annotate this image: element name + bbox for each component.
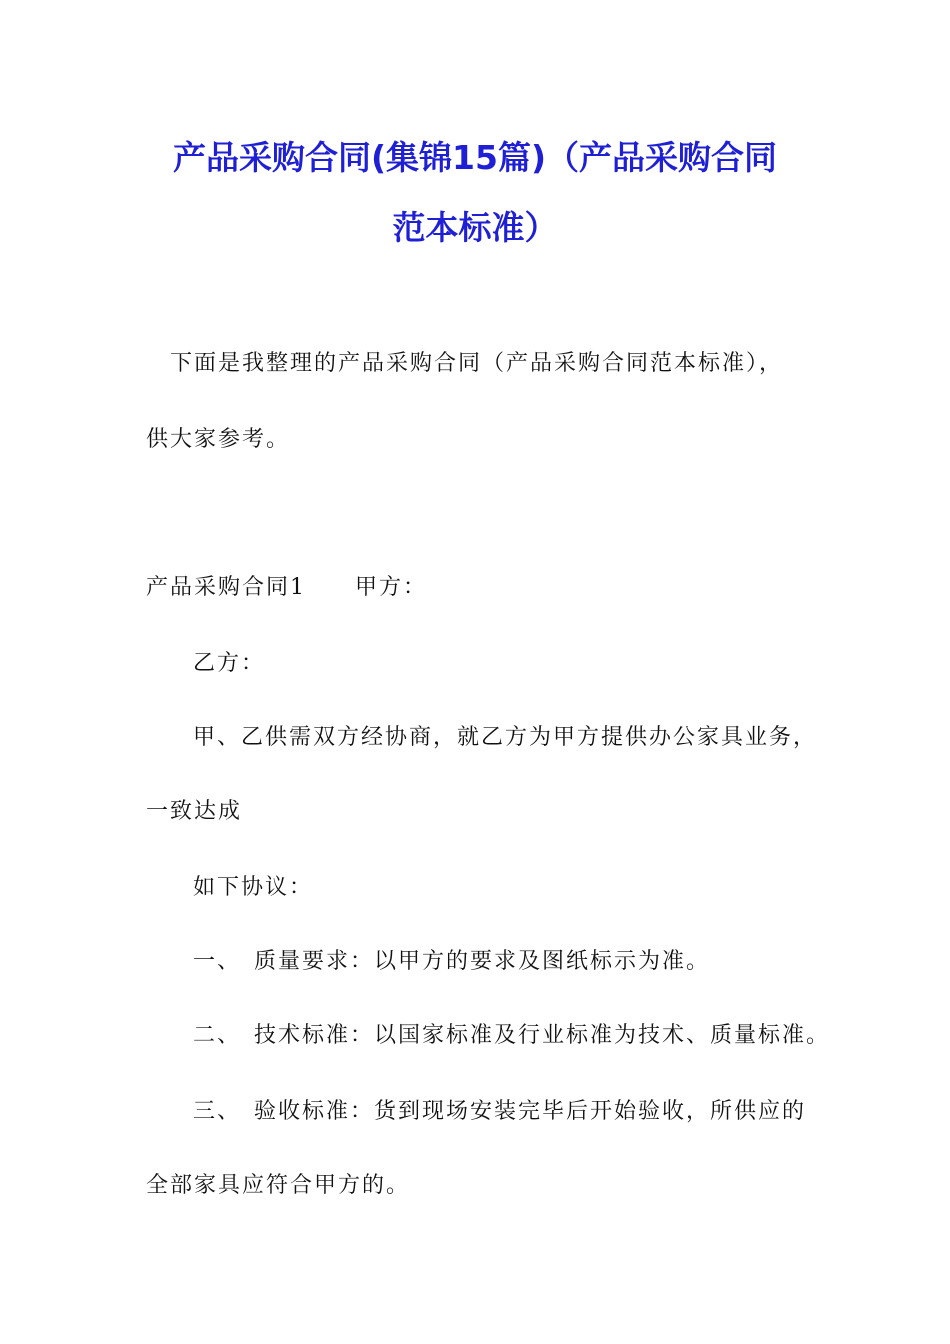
item3-number: 三、	[193, 1099, 242, 1124]
item2-number: 二、	[193, 1023, 242, 1048]
party-a-label: 甲方：	[355, 575, 428, 600]
intro-line2: 供大家参考。	[146, 427, 291, 452]
contract-heading: 产品采购合同1	[146, 575, 306, 600]
party-b-label: 乙方：	[193, 651, 266, 676]
paragraph2: 如下协议：	[193, 875, 314, 900]
paragraph1-line2: 一致达成	[146, 799, 243, 824]
item2-text: 技术标准：以国家标准及行业标准为技术、质量标准。	[254, 1023, 831, 1048]
paragraph1-line1: 甲、乙供需双方经协商，就乙方为甲方提供办公家具业务，	[193, 725, 818, 750]
item1-text: 质量要求：以甲方的要求及图纸标示为准。	[254, 949, 711, 974]
item1-number: 一、	[193, 949, 242, 974]
item3-line2: 全部家具应符合甲方的。	[146, 1173, 411, 1198]
intro-line1: 下面是我整理的产品采购合同（产品采购合同范本标准），	[170, 351, 784, 376]
document-title-line2: 范本标准）	[392, 208, 558, 247]
item3-text: 验收标准：货到现场安装完毕后开始验收，所供应的	[254, 1099, 807, 1124]
document-title-line1: 产品采购合同(集锦15篇)（产品采购合同	[172, 138, 778, 177]
